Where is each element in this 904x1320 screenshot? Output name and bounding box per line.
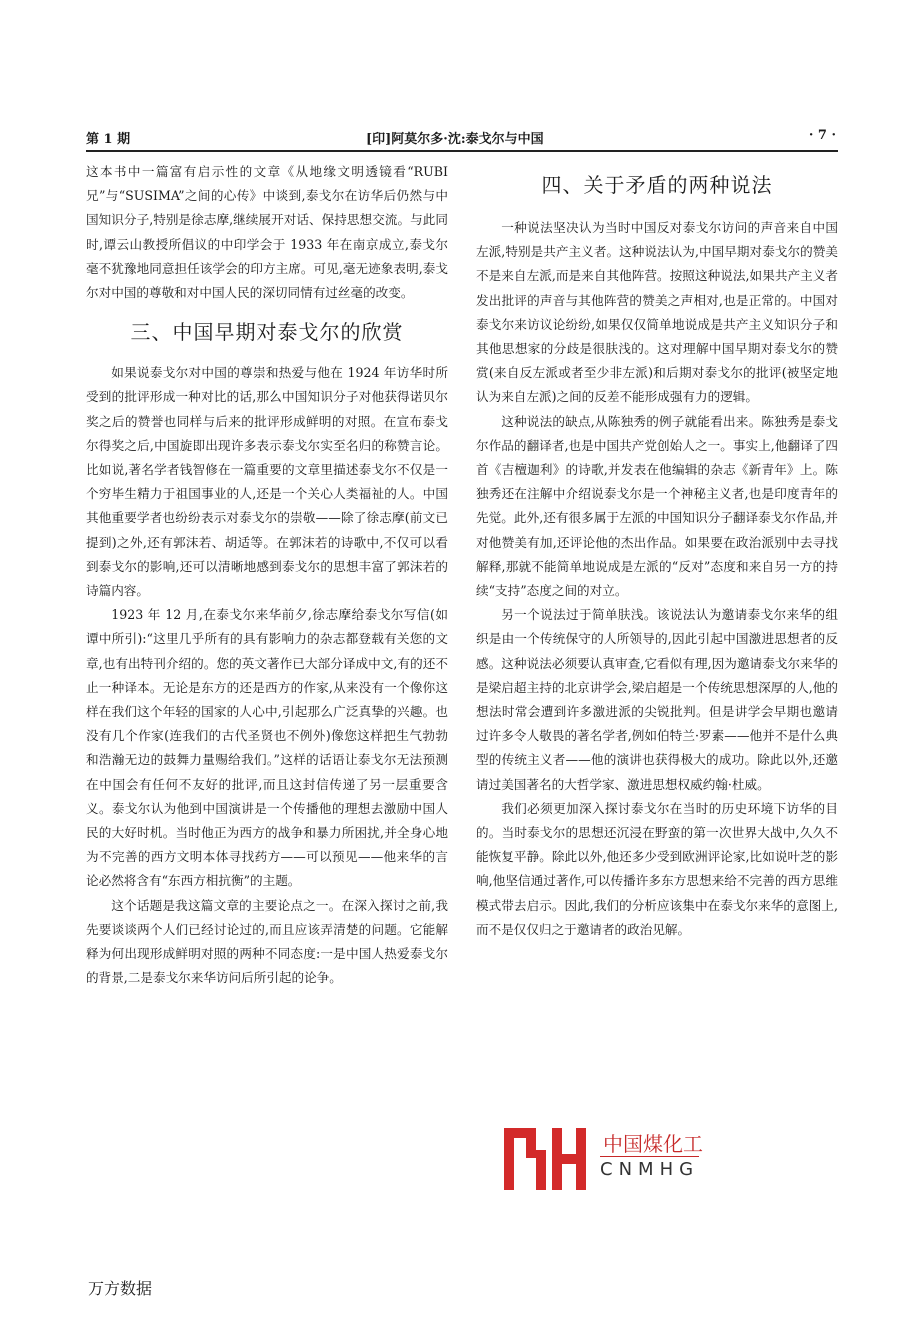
watermark-logo	[496, 1120, 716, 1192]
page-number: · 7 ·	[808, 128, 836, 143]
paragraph: 如果说泰戈尔对中国的尊崇和热爱与他在 1924 年访华时所受到的批评形成一种对比的话,那么中国知识分子对他获得诺贝尔奖之后的赞誉也同样与后来的批评形成鲜明的对照。在宣布泰戈尔得奖之后,中国旋即出现许多表示泰戈尔实至名归的称赞言论。比如说,著名学者钱智修在一篇重要的文章里描述泰戈尔不仅是一个穷毕生精力于祖国事业的人,还是一个关心人类福祉的人。中国其他重要学者也纷纷表示对泰戈尔的崇敬——除了徐志摩(前文已提到)之外,还有郭沫若、胡适等。在郭沫若的诗歌中,不仅可以看到泰戈尔的影响,还可以清晰地感到泰戈尔的思想丰富了郭沫若的诗篇内容。	[86, 365, 448, 599]
logo-text-cn: 中国煤化工	[600, 1128, 706, 1157]
section-heading-4: 四、关于矛盾的两种说法	[541, 173, 773, 197]
paragraph: 一种说法坚决认为当时中国反对泰戈尔访问的声音来自中国左派,特别是共产主义者。这种说法认为,中国早期对泰戈尔的赞美不是来自左派,而是来自其他阵营。按照这种说法,如果共产主义者发出批评的声音与其他阵营的赞美之声相对,也是正常的。中国对泰戈尔来访议论纷纷,如果仅仅简单地说成是共产主义知识分子和其他思想家的分歧是很肤浅的。这对理解中国早期对泰戈尔的赞赏(来自反左派或者至少非左派)和后期对泰戈尔的批评(被坚定地认为来自左派)之间的反差不能形成强有力的逻辑。	[476, 220, 838, 405]
issue-label: 第 1 期	[86, 132, 131, 147]
running-header	[86, 126, 836, 148]
running-title: [印]阿莫尔多·沈:泰戈尔与中国	[366, 132, 544, 147]
paragraph: 我们必须更加深入探讨泰戈尔在当时的历史环境下访华的目的。当时泰戈尔的思想还沉浸在野蛮的第一次世界大战中,久久不能恢复平静。除此以外,他还多少受到欧洲评论家,比如说叶芝的影响,他坚信通过著作,可以传播许多东方思想来给不完善的西方思维模式带去启示。因此,我们的分析应该集中在泰戈尔来华的意图上,而不是仅仅归之于邀请者的政治见解。	[476, 800, 838, 937]
left-column	[86, 160, 448, 991]
paragraph: 另一个说法过于简单肤浅。该说法认为邀请泰戈尔来华的组织是由一个传统保守的人所领导的,因此引起中国激进思想者的反感。这种说法必须要认真审查,它看似有理,因为邀请泰戈尔来华的是梁启超主持的北京讲学会,梁启超是一个传统思想深厚的人,他的想法时常会遭到许多激进派的尖锐批判。但是讲学会早期也邀请过许多令人敬畏的著名学者,例如伯特兰·罗素——他并不是什么典型的传统主义者——他的演讲也获得极大的成功。除此以外,还邀请过美国著名的大哲学家、激进思想权威约翰·杜威。	[476, 607, 838, 792]
paragraph: 1923 年 12 月,在泰戈尔来华前夕,徐志摩给泰戈尔写信(如谭中所引):“这里几乎所有的具有影响力的杂志都登载有关您的文章,也有出特刊介绍的。您的英文著作已大部分译成中文,有的还不止一种译本。无论是东方的还是西方的作家,从来没有一个像你这样在我们这个年轻的国家的人心中,引起那么广泛真挚的兴趣。也没有几个作家(连我们的古代圣贤也不例外)像您这样把生气勃勃和浩瀚无边的鼓舞力量赐给我们。”这样的话语让泰戈尔无法预测在中国会有任何不友好的批评,而且这封信传递了另一层重要含义。泰戈尔认为他到中国演讲是一个传播他的理想去激励中国人民的大好时机。当时他正为西方的战争和暴力所困扰,并全身心地为不完善的西方文明本体寻找药方——可以预见——他来华的言论必然将含有“东西方相抗衡”的主题。	[86, 607, 448, 889]
paragraph: 这本书中一篇富有启示性的文章《从地缘文明透镜看“RUBI 兄”与“SUSIMA”之间的心传》中谈到,泰戈尔在访华后仍然与中国知识分子,特别是徐志摩,继续展开对话、保持思想交流。与此同时,谭云山教授所倡议的中印学会于 1933 年在南京成立,泰戈尔毫不犹豫地同意担任该学会的印方主席。可见,毫无迹象表明,泰戈尔对中国的尊敬和对中国人民的深切同情有过丝毫的改变。	[86, 164, 448, 301]
paragraph: 这个话题是我这篇文章的主要论点之一。在深入探讨之前,我先要谈谈两个人们已经讨论过的,而且应该弄清楚的问题。它能解释为何出现形成鲜明对照的两种不同态度:一是中国人热爱泰戈尔的背景,二是泰戈尔来华访问后所引起的论争。	[86, 897, 448, 986]
logo-mark-icon	[504, 1128, 586, 1190]
section-heading-3: 三、中国早期对泰戈尔的欣赏	[130, 320, 404, 345]
database-mark: 万方数据	[88, 1279, 153, 1298]
logo-text-en: CNMHG	[600, 1156, 699, 1180]
paragraph: 这种说法的缺点,从陈独秀的例子就能看出来。陈独秀是泰戈尔作品的翻译者,也是中国共产党创始人之一。事实上,他翻译了四首《吉檀迦利》的诗歌,并发表在他编辑的杂志《新青年》上。陈独秀还在注解中介绍说泰戈尔是一个神秘主义者,也是印度青年的先觉。此外,还有很多属于左派的中国知识分子翻译泰戈尔作品,并对他赞美有加,还评论他的杰出作品。如果要在政治派别中去寻找解释,那就不能简单地说成是左派的“反对”态度和来自另一方的持续“支持”态度之间的对立。	[476, 413, 838, 599]
right-column	[476, 160, 838, 942]
header-rule	[86, 150, 838, 152]
